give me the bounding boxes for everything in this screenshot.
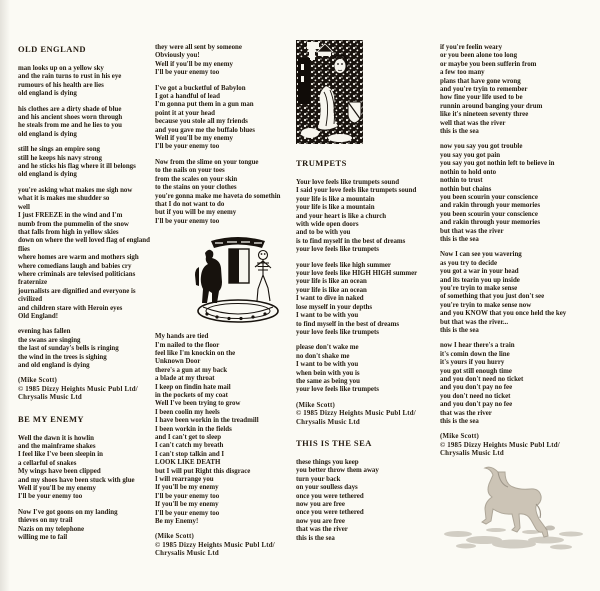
lyric-line: you're asking what makes me sigh now [18,186,133,194]
credit-block [296,402,438,427]
lyric-line: turn your back [296,475,341,483]
lyric-line: and you gave me the buffalo blues [155,126,255,134]
lyric-line: these things you keep [296,458,359,466]
lyric-line: I'll be your enemy too [155,69,220,77]
lyric-line: you say you got nothin left to believe in [440,160,555,168]
lyrics-column-2 [155,44,295,566]
lyric-line: the last of sunday's bells is ringing [18,345,119,353]
lyric-line: and his ancient shoes worn through [18,114,123,122]
lyric-line: I'm nailed to the floor [155,341,220,349]
lyric-line: old england is dying [18,130,77,138]
lyric-line: from the scales on your skin [155,175,238,183]
lyric-line: your life is like a mountain [296,204,375,212]
lyric-line: I can't stop talkin and I [155,450,225,458]
lyric-line: Your love feels like trumpets sound [296,179,400,186]
lyric-line: it's comin down the line [440,350,510,358]
lyric-line: the swans are singing [18,336,81,344]
lyric-line: your life is like an ocean [296,278,367,286]
lyric-stanza [440,143,596,244]
lyric-line: once you were tethered [296,509,364,517]
lyric-line: but that was the river [440,227,504,235]
lyric-line: your love feels like HIGH HIGH summer [296,270,418,278]
lyric-line: I been workin in the fields [155,425,232,433]
lyric-line: Now I've got goons on my landing [18,508,118,516]
lyric-line: well that was the river [440,119,506,127]
lyric-line: I will rearrange you [155,476,214,484]
lyric-stanza [296,179,438,255]
lyric-line: My wings have been clipped [18,468,101,476]
lyric-line: you don't need no ticket [440,392,511,400]
lyric-line: what it is makes me shudder so [18,195,110,203]
lyric-stanza [296,459,438,543]
lyric-line: rumours of his health are lies [18,81,104,89]
lyric-line: willing me to fail [18,534,68,542]
lyric-line: I'll be your enemy too [155,217,220,225]
lyric-line: your life is like a mountain [296,195,375,203]
lyric-line: I keep on findin hate mail [155,383,231,391]
lyric-line: this is the sea [296,534,335,542]
lyric-line: Nazis on my telephone [18,525,85,533]
lyric-line: the same as being you [296,377,360,385]
lyric-line: and rakin through your memories [440,202,541,210]
lyric-line: now you are free [296,517,345,525]
lyric-line: that was the river [296,526,348,534]
lyric-stanza [155,333,295,526]
lyric-line: nothin to hold onto [440,168,497,176]
lyric-line: there's a gun at my back [155,366,228,374]
lyric-line: once you were tethered [296,492,364,500]
lyric-line: you got still enough time [440,367,512,375]
lyric-line: old england is dying [18,171,77,179]
lyrics-column-1 [18,44,158,550]
song-title-be-my-enemy: BE MY ENEMY [18,413,85,424]
lyric-line: down on where the well loved flag of england [18,237,150,245]
lyric-line: I feel like I've been sleepin in [18,451,103,459]
lyric-line: still he keeps his navy strong [18,154,102,162]
page-fold-shadow [0,0,10,591]
lyric-line: you're tryin to make sense [440,284,518,292]
credit-block [18,377,158,402]
lyric-line: Well if you'll be my enemy [18,485,96,493]
lyric-line: I want to be with you [296,361,359,369]
credit-line: Chrysalis Music Ltd [440,450,504,458]
lyric-line: this is the sea [440,418,479,426]
lyric-line: you been scourin your conscience [440,210,538,218]
woodcut-scene-illustration [296,40,363,144]
lyric-line: to the nails on your toes [155,167,225,175]
lyric-line: and you're tryin to remember [440,86,528,94]
lyric-line: his clothes are a dirty shade of blue [18,105,122,113]
lyric-stanza [18,509,158,543]
lyric-line: thieves on my trail [18,517,73,525]
credit-block [440,433,596,458]
lyric-line: that was the river [440,409,492,417]
lyric-line: or you been alone too long [440,52,518,60]
lyric-line: to the stains on your clothes [155,184,237,192]
lyric-line: Old England! [18,312,59,320]
lyric-line: a cellarful of snakes [18,459,77,467]
lyric-line: you been scourin your conscience [440,193,538,201]
lyric-line: because you stole all my friends [155,118,248,126]
lyric-line: I just FREEZE in the wind and I'm [18,212,123,220]
lyric-line: when bein with you is [296,369,360,377]
lyric-line: numb from the pummelin of the snow [18,220,129,228]
lyric-line: your love feels like trumpets [296,328,379,336]
lyric-line: this is the sea [440,235,479,243]
lyric-line: I can't catch my breath [155,442,224,450]
lyric-line: I'll be your enemy too [155,492,220,500]
lyric-line: but that was the river... [440,318,509,326]
lyric-line: I'll be your enemy too [18,493,83,501]
lyric-line: that I do not want to do [155,200,225,208]
lyric-line: Be my Enemy! [155,518,199,526]
lyric-stanza [296,344,438,394]
lyric-line: or maybe you been sufferin from [440,60,537,68]
lyric-line: and you don't need no ticket [440,376,524,384]
lyric-line: and you don't pay no fee [440,401,513,409]
lyric-line: and its tearin you up inside [440,276,520,284]
lyric-line: and rakin through your memories [440,219,541,227]
lyric-stanza [440,44,596,136]
lyric-line: your love feels like trumpets [296,246,379,254]
lyric-line: where criminals are televised politicians [18,270,136,278]
lyric-line: he steals from me and he lies to you [18,122,122,130]
lyric-stanza [296,262,438,338]
lyric-line: and the mainframe shakes [18,443,96,451]
lyric-line: Unknown Door [155,358,201,366]
lyric-line: old england is dying [18,90,77,98]
song-title-this-is-the-sea: THIS IS THE SEA [296,437,372,448]
lyric-stanza [18,187,158,322]
lyric-line: I want to dive in naked [296,295,364,303]
credit-line: (Mike Scott) [440,433,479,441]
lyric-line: now I hear there's a train [440,342,515,350]
lyric-line: I got a handful of lead [155,93,220,101]
credit-line: Chrysalis Music Ltd [18,394,82,402]
lyric-line: you better throw them away [296,467,379,475]
lyric-line: I have been workin in the treadmill [155,417,259,425]
lyrics-column-3 [296,40,438,550]
lyric-stanza [18,328,158,370]
lyric-line: your love feels like trumpets [296,386,379,394]
credit-line: (Mike Scott) [18,377,57,385]
lyric-line: well [18,203,30,211]
lyric-line: but if you will be my enemy [155,209,237,217]
lyric-line: I said your love feels like trumpets sound [296,187,417,195]
lyric-line: and you KNOW that you once held the key [440,310,567,318]
lyric-line: plans that have gone wrong [440,77,521,85]
lyric-line: My hands are tied [155,333,209,341]
credit-line: (Mike Scott) [296,401,335,409]
lyric-stanza [18,146,158,180]
white-horse-photo-svg [436,462,600,568]
lyric-stanza [18,435,158,502]
lyric-line: to find myself in the best of dreams [296,320,400,328]
lyric-line: Now I can see you wavering [440,251,522,259]
lyric-line: Well if you'll be my enemy [155,135,233,143]
lyric-line: Obviously you! [155,52,200,60]
lyric-line: lose myself in your depths [296,303,373,311]
lyric-line: Well if you'll be my enemy [155,60,233,68]
lyric-line: If you'll be my enemy [155,484,219,492]
lyric-stanza [155,44,295,78]
white-horse-photo [436,462,600,568]
lyric-line: and your heart is like a church [296,212,387,220]
lyric-line: of something that you just don't see [440,293,545,301]
credit-line: Chrysalis Music Ltd [155,550,219,558]
lyric-line: as you try to decide [440,259,498,267]
lyric-line: you say you got pain [440,151,501,159]
lyric-line: your life is like an ocean [296,286,367,294]
lyric-line: nothin but chains [440,185,492,193]
lyric-line: on your soulless days [296,484,358,492]
lyric-line: where comedians laugh and babies cry [18,262,132,270]
lyric-stanza [440,251,596,335]
lyric-line: LOOK LIKE DEATH [155,459,221,467]
lyric-line: and you don't pay no fee [440,384,513,392]
emblem-illustration-wrap [191,233,295,325]
lyric-line: and my shoes have been stuck with glue [18,476,135,484]
lyric-line: I'll be your enemy too [155,509,220,517]
lyric-line: they were all sent by someone [155,44,242,51]
credit-line: Chrysalis Music Ltd [296,418,360,426]
lyric-stanza [155,159,295,226]
lyric-line: I've got a bucketful of Babylon [155,84,246,92]
credit-line: © 1985 Dizzy Heights Music Publ Ltd/ [440,441,560,449]
lyric-line: you're tryin to make sense now [440,301,532,309]
lyric-line: I want to be with you [296,312,359,320]
lyric-line: it's yours if you hurry [440,359,505,367]
lyric-line: flies [18,245,30,253]
credit-line: © 1985 Dizzy Heights Music Publ Ltd/ [18,385,138,393]
lyric-line: is to find myself in the best of dreams [296,237,406,245]
lyrics-column-4 [440,44,596,466]
figures-emblem-illustration [191,233,286,325]
lyric-line: the wind in the trees is sighing [18,353,107,361]
lyric-line: how fine your life used to be [440,94,523,102]
credit-line: (Mike Scott) [155,533,194,541]
lyric-line: runnin around banging your drum [440,102,543,110]
lyric-line: feel like I'm knockin on the [155,349,236,357]
lyric-line: that falls from high in yellow skies [18,228,119,236]
lyric-line: Now from the slime on your tongue [155,158,259,166]
lyric-line: I'll be your enemy too [155,143,220,151]
song-title-trumpets: TRUMPETS [296,158,347,168]
credit-block [155,533,295,558]
lyric-line: point it at your head [155,109,215,117]
lyric-line: where homes are warm and mothers sigh [18,254,139,262]
lyric-line: and the rain turns to rust in his eye [18,73,122,81]
lyric-line: like it's nineteen seventy three [440,111,529,119]
lyric-line: Well the dawn it is howlin [18,434,95,442]
lyric-line: this is the sea [440,128,479,136]
song-title-old-england: OLD ENGLAND [18,44,86,54]
lyric-line: now you say you got trouble [440,143,523,151]
lyric-line: and I can't get to sleep [155,434,222,441]
lyric-line: Well I've been trying to grow [155,400,241,408]
lyric-stanza [155,85,295,152]
lyric-line: but I will put Right this disgrace [155,467,251,475]
lyric-line: fraternize [18,279,48,287]
lyric-line: civilized [18,296,43,304]
lyric-line: in the pockets of my coat [155,391,228,399]
lyric-line: I'm gonna put them in a gun man [155,101,254,109]
lyric-line: a blade at my throat [155,375,215,383]
lyric-line: journalists are dignified and everyone is [18,287,136,295]
lyric-line: a few too many [440,69,485,77]
lyric-line: your love feels like high summer [296,261,391,269]
lyric-line: and to be with you [296,229,351,237]
lyric-line: nothin to trust [440,177,483,185]
lyric-line: with wide open doors [296,221,359,229]
lyric-line: if you're feelin weary [440,44,503,51]
lyric-line: and children stare with Heroin eyes [18,304,123,312]
lyric-line: man looks up on a yellow sky [18,65,104,72]
woodcut-illustration-wrap [296,40,438,144]
lyric-line: If you'll be my enemy [155,501,219,509]
credit-line: © 1985 Dizzy Heights Music Publ Ltd/ [296,410,416,418]
lyric-line: and he sticks his flag where it ill belongs [18,163,136,171]
lyric-line: evening has fallen [18,328,71,336]
lyric-line: still he sings an empire song [18,146,100,154]
lyric-line: please don't wake me [296,344,359,352]
lyric-line: now you are free [296,501,345,508]
lyric-stanza [440,342,596,426]
lyric-line: you got a war in your head [440,268,519,276]
lyric-line: and old england is dying [18,362,90,369]
lyric-stanza [18,65,158,99]
lyric-stanza [18,106,158,140]
lyric-line: no don't shake me [296,352,350,360]
lyric-line: you're gonna make me haveta do somethin [155,192,281,200]
credit-line: © 1985 Dizzy Heights Music Publ Ltd/ [155,541,275,549]
lyric-line: I been coolin my heels [155,408,220,416]
lyric-line: this is the sea [440,327,479,334]
